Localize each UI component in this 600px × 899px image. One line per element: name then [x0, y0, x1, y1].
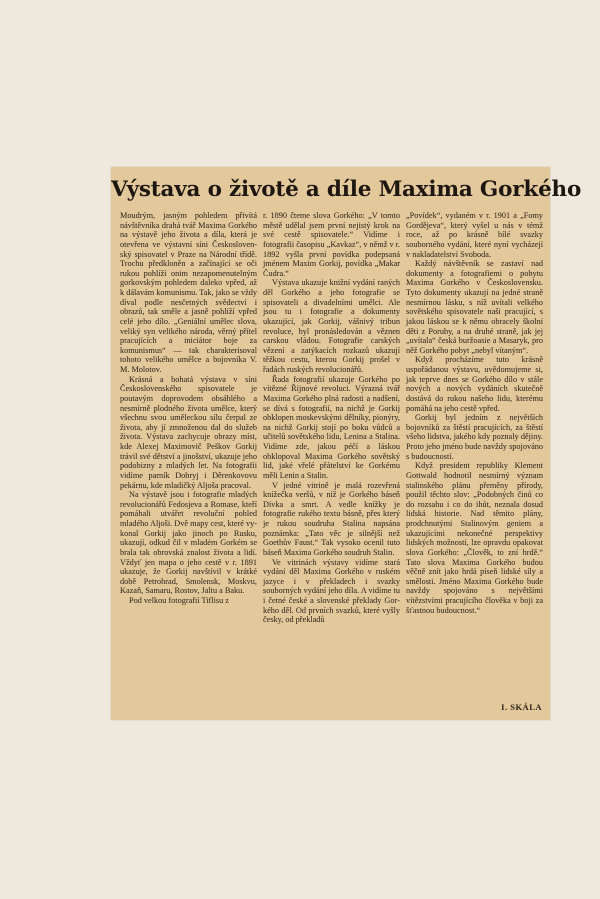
article-paragraph: Výstava ukazuje knižní vydání raných děl Gorkého a jeho fotografie se spisovateli a divadelními umělci. Ale jsou tu i fotografie a dokumenty ukazující, jak Gorkij, vášnivý tribun revoluce, byl pronásledován a věznen carskou vládou. Fotografie carských vězení a zatýkacích rozkazů ukazují těžkou cestu, kterou Gorkij prošel v řadách ruských revolucionářů.: [263, 278, 400, 374]
newspaper-clipping: [111, 167, 582, 720]
article-paragraph: Pod velkou fotografií Tiflisu z: [129, 596, 229, 605]
article-paragraph: Když president republiky Klement Gottwald hodnotil nesmírný význam stalinského plánu přeměny přírody, použil těchto slov: „Podobných činů co do rozsahu i co do ihůt, neznala dosud lidská historie. Nad těmito plány, prodchnutými Stalinovým geniem a ukazujícími nekonečné perspektivy lidských možností, lze opravdu opakovat slova Gorkého: „Člověk, to zní hrdě.“ Tato slova Maxima Gorkého budou věčně znít jako hrdá píseň lidské síly a smělosti. Jméno Maxima Gorkého bude navždy spojováno s největšími vítězstvími pracujícího člověka v boji za šťastnou budoucnost.“: [406, 461, 543, 615]
article-paragraph: Když procházíme tuto krásně uspořádanou výstavu, uvědomujeme si, jak teprve dnes se Gorkého dílo v stále nových a nových vydáních skutečně dostává do rukou našeho lidu, kterému pomáhá na jeho cestě vpřed.: [406, 355, 543, 413]
article-column-1: [120, 211, 257, 606]
article-title: Výstava o životě a díle Maxima Gorkého: [111, 177, 582, 202]
article-paragraph: Moudrým, jasným pohledem přivítá návštěvníka drahá tvář Maxima Gorkého na výstavě jeho života a díla, která je otevřena ve výstavní síni Československý spisovatel v Praze na Národní třídě. Trochu předkloněn a začínající se oči rukou pohlíží onim nezapomenutelným gorkovským pohledem daleko vpřed, až k dálavám komunismu. Tak, jako se vždy díval podle nesčetných svědectví i obrazů, tak směle a jasně pohlíží vpřed celé jeho dílo. „Geniální umělec slova, veliký syn velikého národa, věrný přítel pracujících a iniciátor boje za komunismus“ — tak charakterisoval tohoto velikého umělce a bojovníka V. M. Molotov.: [120, 211, 257, 374]
article-paragraph: V jedné vitrině je malá rozevřená knížečka veršů, v níž je Gorkého báseň Dívka a smrt. A vedle knížky je fotografie rukého textu básně, přes který je rukou soudruha Stalina napsána poznámka: „Tato věc je silnější než Goethův Faust.“ Tak vysoko ocenil tuto báseň Maxima Gorkého soudruh Stalin.: [263, 480, 400, 557]
article-paragraph: Řada fotografií ukazuje Gorkého po vítězné Říjnové revoluci. Výrazná tvář Maxima Gorkého plná radosti a nadšení, se dívá s fotografií, na nichž je Gorkij obklopen moskevskými dělníky, pionýry, na nichž Gorkij stojí po boku vůdců a učitelů sovětského lidu, Lenina a Stalina. Vidíme zde, jakou péčí a láskou obklopoval Maxima Gorkého sovětský lid, jaké vřelé přátelství ke Gorkému měli Lenin a Stalin.: [263, 374, 400, 480]
article-paragraph: Každý návštěvník se zastaví nad dokumenty a fotografiemi o pobytu Maxima Gorkého v Československu. Tyto dokumenty ukazují na jedné straně nesmírnou lásku, s níž uvítali velkého sovětského spisovatele naši pracující, s jakou láskou se k němu obracely školní děti z Poruby, a na druhé straně, jak jej „uvítala“ česká buržoasie a Masaryk, pro něž Gorkého pobyt „nebyl vítaným“.: [406, 259, 543, 355]
article-paragraph: Ve vitrinách výstavy vidíme stará vydání děl Maxima Gorkého v ruském jazyce i v překladech i svazky souborných vydání jeho díla. A vidíme tu i četné české a slovenské překlady Gorkého děl. Od prvních svazků, které vyšly česky, od překladů: [263, 557, 400, 625]
article-paragraph: Gorkij byl jedním z největších bojovníků za štěstí pracujících, za štěstí všeho lidstva, jakého kdy poznaly dějiny. Proto jeho jméno bude navždy spojováno s budoucností.: [406, 413, 543, 461]
article-paragraph: Na výstavě jsou i fotografie mladých revolucionářů Fedosjeva a Romase, kteří pomáhali utvářet revoluční pohled mladého Aljoši. Dvě mapy cest, které vykonal Gorkij jako jinoch po Rusku, ukazují, odkud čil v mladém Gorkém se brala tak obrovská znalost života a lidí. Vždyť jen mapa o jeho cestě v r. 1891 ukazuje, že Gorkij navštívil v krátké době Petrohrad, Smolensk, Moskvu, Kazaň, Samaru, Rostov, Jaltu a Baku.: [120, 490, 258, 596]
article-paragraph: r. 1890 čteme slova Gorkého: „V tomto městě udělal jsem první nejistý krok na své cestě spisovatele.“ Vidíme i fotografii časopisu „Kavkaz“, v němž v r. 1892 vyšla první povídka podepsaná jménem Maxim Gorkij, povídka „Makar Čudra.“: [263, 211, 400, 278]
article-column-2: [263, 211, 400, 625]
article-paragraph: Krásná a bohatá výstava v síni Československého spisovatele je poutavým doprovodem obsáhlého a nesmírně plodného života umělce, který všechnu svou uměleckou sílu čerpal ze života, aby jí zmnoženou dal do služeb života. Výstava zachycuje obrazy míst, kde Alexej Maximovič Peškov Gorkij trávil své dětství a jinošství, ukazuje jeho podobizny z mladých let. Na fotografii vidíme parník Dobryj i Děrenkovovu pekárnu, kde mladičký Aljoša pracoval.: [120, 374, 257, 490]
article-column-3: [406, 211, 543, 615]
author-signature: I. SKÁLA: [501, 702, 542, 712]
article-paragraph: „Povídek“, vydaném v r. 1901 a „Fomy Gordějeva“, který vyšel u nás v témž roce, až po krásně bílé svazky souborného vydání, které nyní vycházejí v nakladatelství Svoboda.: [406, 211, 543, 259]
